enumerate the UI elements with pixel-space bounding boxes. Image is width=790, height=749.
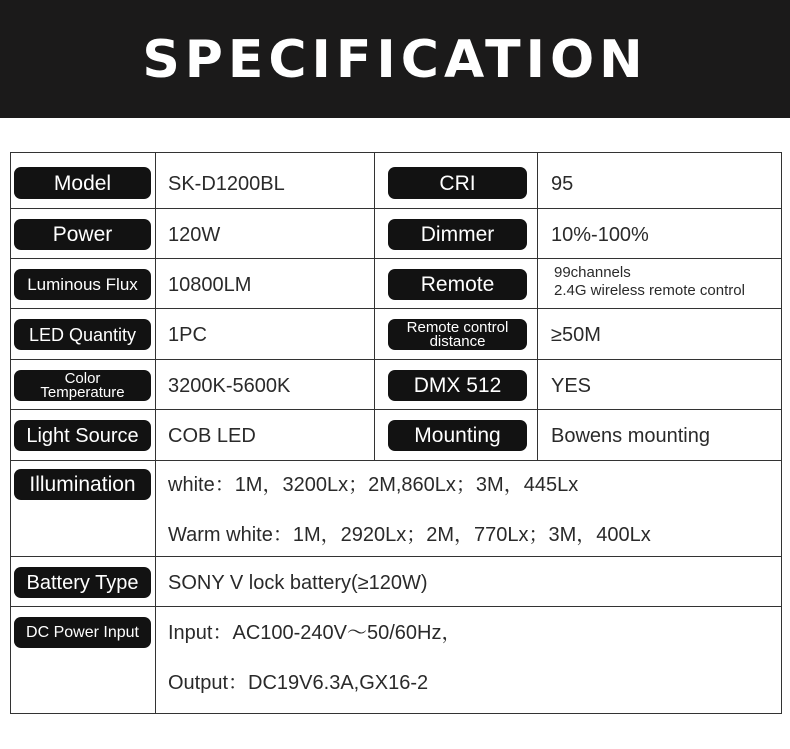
label-pill-color-temperature: [14, 370, 151, 401]
label-cell: [11, 209, 156, 258]
header-banner: [0, 0, 790, 118]
value-illumination-white: white：1M，3200Lx；2M,860Lx；3M，445Lx: [168, 474, 579, 496]
spec-row-illumination: [11, 461, 781, 557]
value-dc-output: Output：DC19V6.3A,GX16-2: [168, 672, 429, 694]
label-cell: [11, 153, 156, 208]
value-led-quantity: 1PC: [168, 324, 207, 346]
value-dc-input: Input：AC100-240V～50/60Hz，: [168, 622, 462, 644]
label-pill-led-quantity: LED Quantity: [14, 319, 151, 350]
label-pill-mounting: Mounting: [388, 420, 527, 451]
label-cell: [375, 410, 538, 460]
value-cell: [156, 209, 375, 258]
spec-table: [10, 152, 782, 714]
spec-row-dc-power-input: [11, 607, 781, 713]
label-pill-model: Model: [14, 167, 151, 199]
label-cell: [375, 209, 538, 258]
value-mounting: Bowens mounting: [551, 425, 710, 447]
label-color-temperature-line1: Color: [64, 369, 101, 387]
label-pill-light-source: Light Source: [14, 420, 151, 451]
label-pill-remote-distance: [388, 319, 527, 350]
label-pill-dc-power-input: DC Power Input: [14, 617, 151, 648]
label-pill-dimmer: Dimmer: [388, 219, 527, 250]
value-power: 120W: [168, 224, 221, 246]
value-cell: [538, 259, 781, 308]
label-cell: [375, 309, 538, 359]
label-remote-distance-line2: distance: [429, 332, 486, 350]
label-cell: [375, 360, 538, 409]
spec-row-power: [11, 209, 781, 259]
spec-row-led-quantity: [11, 309, 781, 360]
value-cell: [156, 259, 375, 308]
value-dimmer: 10%-100%: [551, 224, 649, 246]
spec-row-model: [11, 153, 781, 209]
value-cell: [156, 557, 781, 606]
label-cell: [11, 557, 156, 606]
label-pill-luminous-flux: Luminous Flux: [14, 269, 151, 300]
value-luminous-flux: 10800LM: [168, 274, 252, 296]
value-dmx: YES: [551, 375, 592, 397]
value-cell: [156, 153, 375, 208]
value-cri: 95: [551, 173, 574, 195]
label-cell: [375, 259, 538, 308]
spec-row-luminous-flux: [11, 259, 781, 309]
value-model: SK-D1200BL: [168, 173, 285, 195]
value-cell: [156, 410, 375, 460]
value-cell: [156, 607, 781, 713]
label-pill-illumination: Illumination: [14, 469, 151, 500]
value-color-temperature: 3200K-5600K: [168, 375, 291, 397]
value-cell: [538, 360, 781, 409]
label-pill-remote: Remote: [388, 269, 527, 300]
value-cell: [156, 309, 375, 359]
spec-row-color-temperature: [11, 360, 781, 410]
label-pill-cri: CRI: [388, 167, 527, 199]
page-title: SPECIFICATION: [142, 30, 648, 90]
value-cell: [156, 461, 781, 556]
label-cell: [11, 607, 156, 713]
label-cell: [11, 259, 156, 308]
value-remote-channels: 99channels: [554, 264, 631, 281]
label-cell: [11, 360, 156, 409]
label-pill-battery-type: Battery Type: [14, 567, 151, 598]
value-cell: [538, 309, 781, 359]
label-cell: [11, 309, 156, 359]
label-remote-distance-line1: Remote control: [406, 318, 509, 336]
value-light-source: COB LED: [168, 425, 256, 447]
value-remote-distance: ≥50M: [551, 324, 601, 346]
value-illumination-warm-white: Warm white：1M，2920Lx；2M，770Lx；3M，400Lx: [168, 524, 651, 546]
label-cell: [11, 461, 156, 556]
value-remote-type: 2.4G wireless remote control: [554, 282, 745, 299]
value-cell: [538, 153, 781, 208]
label-color-temperature-line2: Temperature: [40, 383, 125, 401]
label-pill-power: Power: [14, 219, 151, 250]
value-cell: [156, 360, 375, 409]
spec-row-battery-type: [11, 557, 781, 607]
value-cell: [538, 410, 781, 460]
label-pill-dmx: DMX 512: [388, 370, 527, 401]
spec-row-light-source: [11, 410, 781, 461]
value-cell: [538, 209, 781, 258]
label-cell: [375, 153, 538, 208]
label-cell: [11, 410, 156, 460]
value-battery-type: SONY V lock battery(≥120W): [168, 572, 428, 594]
